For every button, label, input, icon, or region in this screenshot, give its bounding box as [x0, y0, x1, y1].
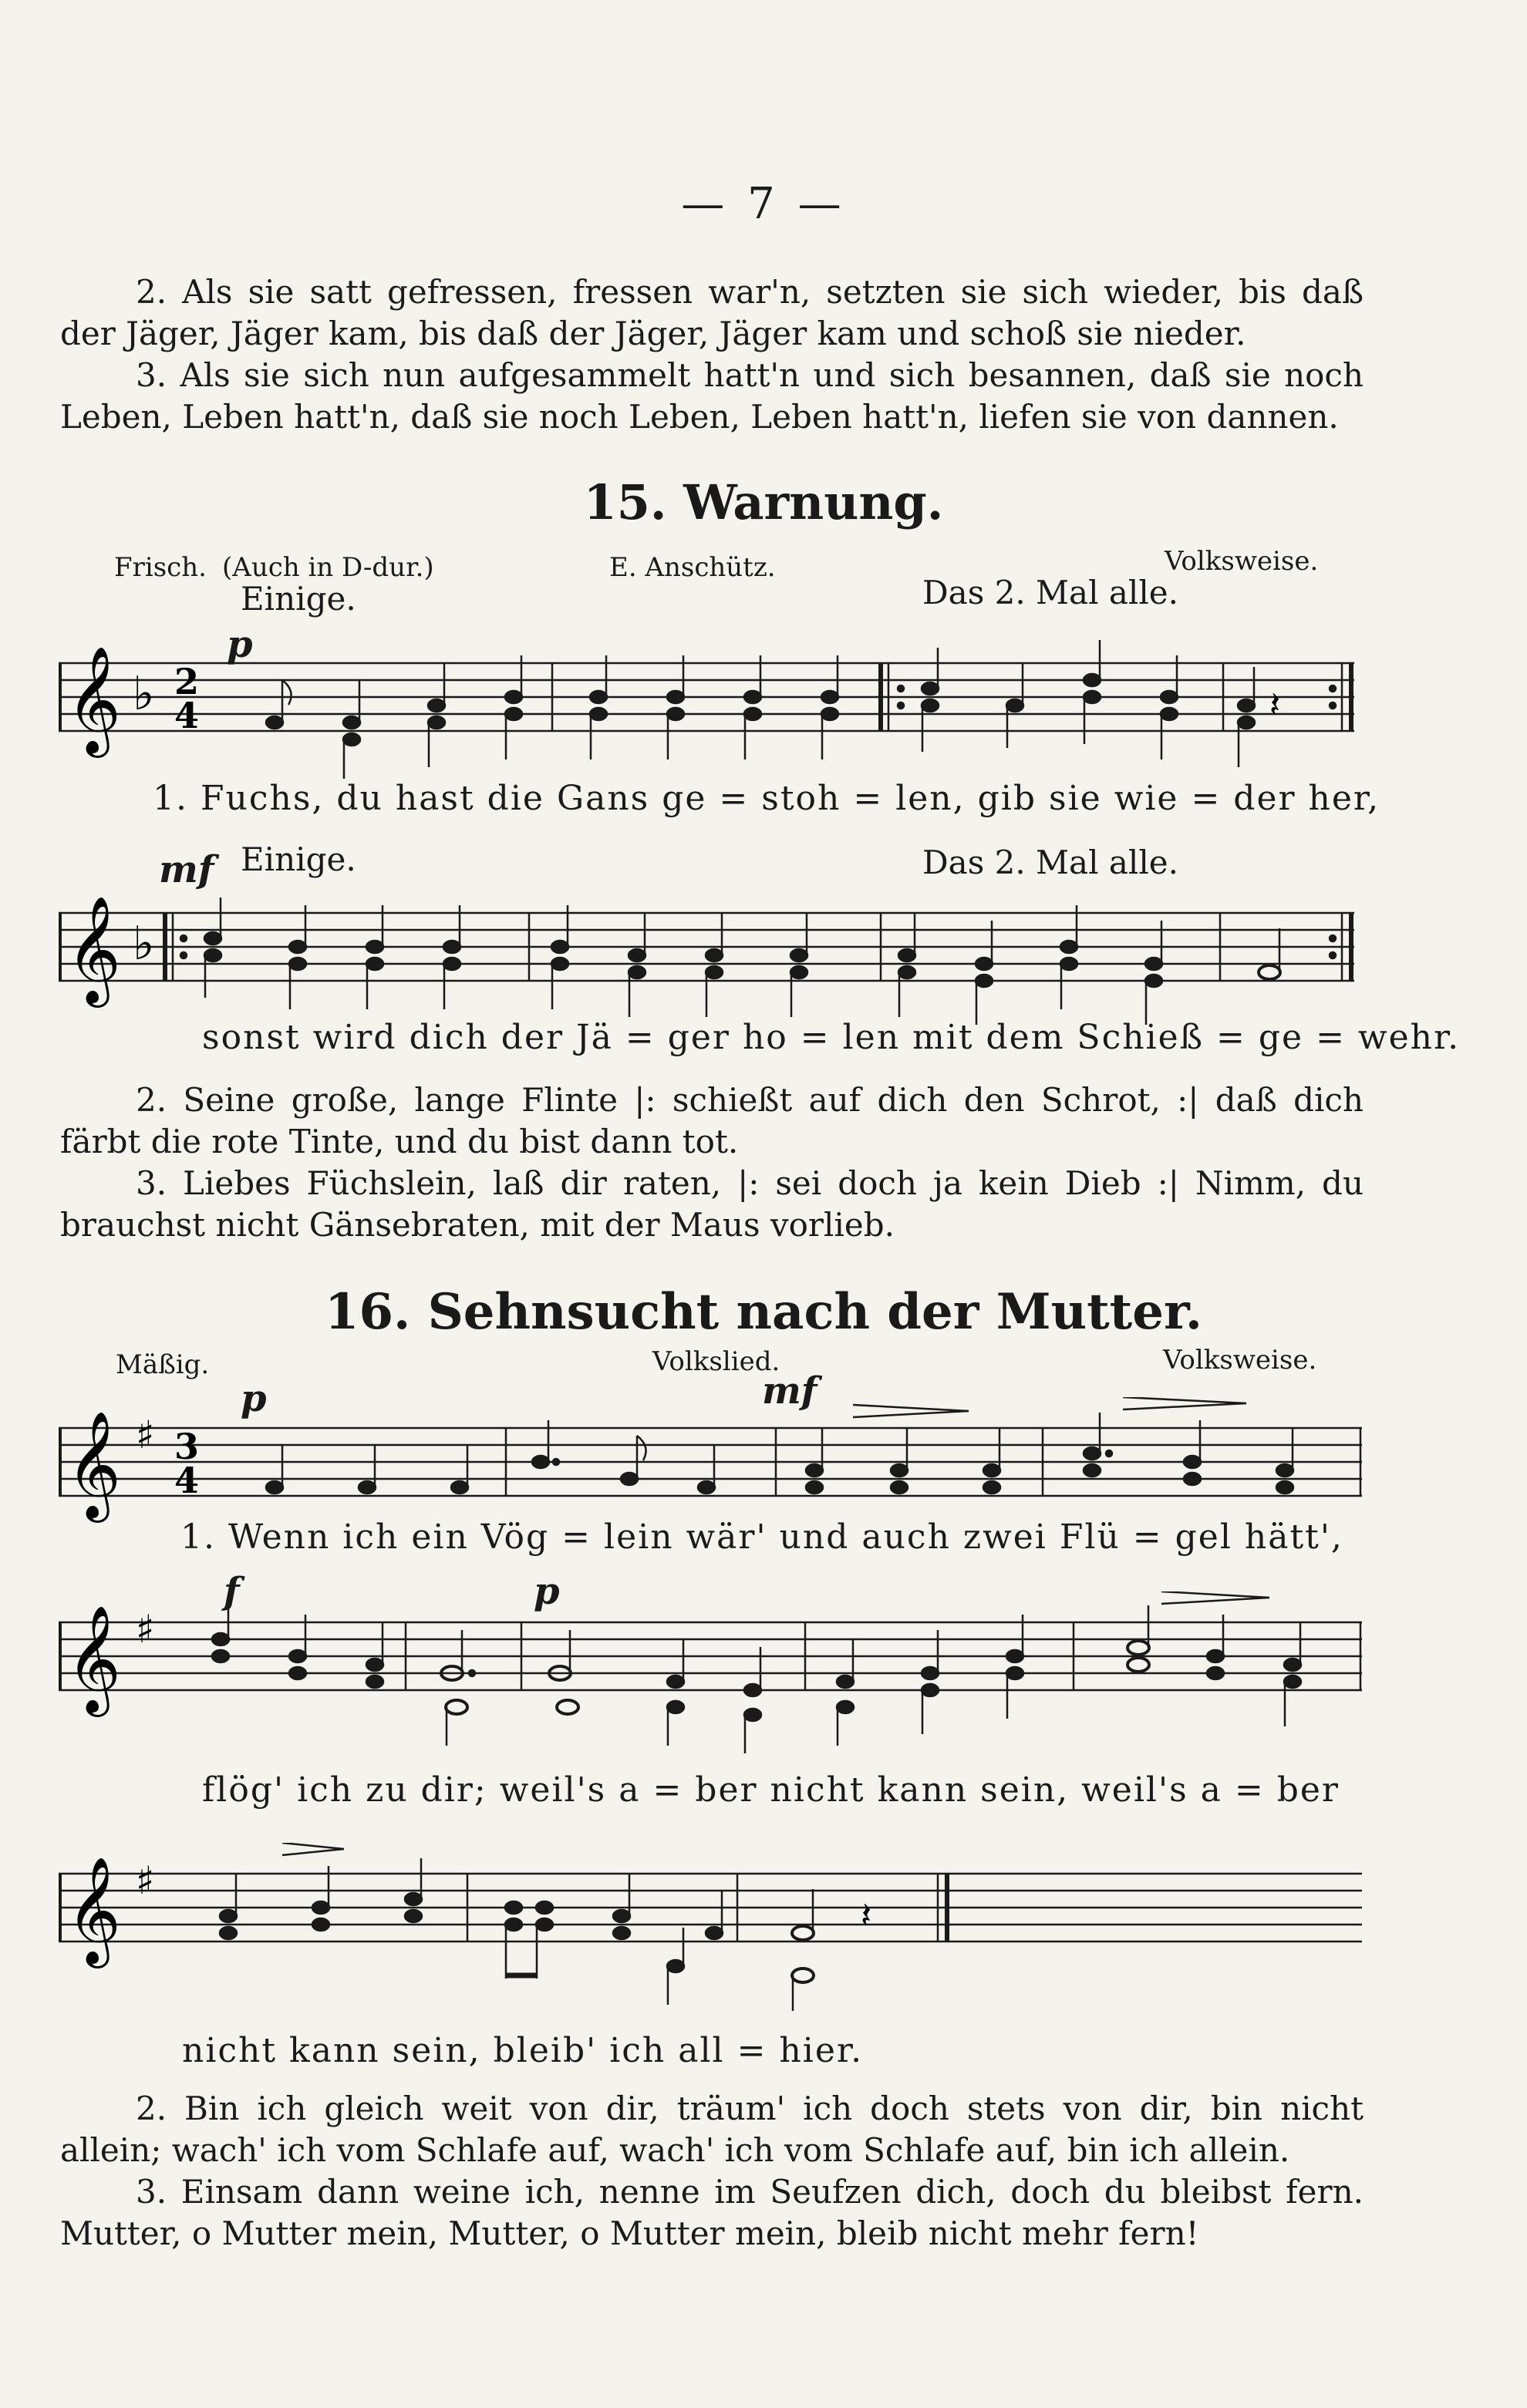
treble-clef-icon: 𝄞: [66, 1857, 121, 1964]
intro-verse-3: 3. Als sie sich nun aufgesammelt hatt'n und sich besannen, daß sie noch Leben, Leben hatt'n, daß sie noch Leben, Leben hatt'n, liefen sie von dannen.: [60, 356, 1364, 436]
song15-dynamic-p: p: [227, 623, 253, 666]
song15-lyrics-1: 1. Fuchs, du hast die Gans ge = stoh = len, gib sie wie = der her,: [153, 779, 1380, 818]
song16-origin: Volksweise.: [1163, 1345, 1317, 1376]
song15-voice-some-1: Einige.: [241, 580, 356, 618]
song15-verse-2: 2. Seine große, lange Flinte |: schießt auf dich den Schrot, :| daß dich färbt die rote Tinte, und du bist dann tot.: [60, 1081, 1364, 1160]
song15-verses: [60, 1079, 1364, 1246]
song16-lyrics-3: nicht kann sein, bleib' ich all = hier.: [182, 2031, 864, 2070]
song16-dynamic-mf: mf: [762, 1369, 817, 1413]
rest-icon: 𝄽: [861, 1894, 872, 1936]
song15-dynamic-mf: mf: [159, 848, 214, 891]
song16-dynamic-f: f: [224, 1570, 240, 1613]
song15-verse-3: 3. Liebes Füchslein, laß dir raten, |: sei doch ja kein Dieb :| Nimm, du brauchst nicht Gänsebraten, mit der Maus vorlieb.: [60, 1164, 1364, 1244]
sharp-icon: ♯: [136, 1858, 155, 1903]
song16-genre: Volkslied.: [652, 1346, 780, 1377]
treble-clef-icon: 𝄞: [66, 896, 121, 1003]
song16-staff-2: [59, 1591, 1370, 1761]
time-sig-bottom: 4: [174, 1460, 200, 1501]
song16-lyrics-1: 1. Wenn ich ein Vög = lein wär' und auch zwei Flü = gel hätt',: [180, 1517, 1343, 1557]
flat-icon: ♭: [133, 667, 155, 721]
treble-clef-icon: 𝄞: [66, 1605, 121, 1713]
treble-clef-icon: 𝄞: [66, 1411, 121, 1518]
time-sig-top: 3: [174, 1426, 200, 1467]
song15-staff-2: [59, 882, 1370, 1036]
song16-verse-3: 3. Einsam dann weine ich, nenne im Seufzen dich, doch du bleibst fern. Mutter, o Mutter mein, Mutter, o Mutter mein, bleib nicht mehr fern!: [60, 2173, 1364, 2252]
sharp-icon: ♯: [136, 1607, 155, 1652]
song15-origin: Volksweise.: [1165, 546, 1319, 577]
flat-icon: ♭: [133, 917, 155, 971]
song16-dynamic-p: p: [241, 1377, 267, 1420]
page-number: — 7 —: [681, 179, 846, 229]
song16-title: 16. Sehnsucht nach der Mutter.: [324, 1283, 1203, 1341]
song15-staff-1: [59, 632, 1370, 786]
song15-composer: E. Anschütz.: [609, 552, 776, 583]
song16-lyrics-2: flög' ich zu dir; weil's a = ber nicht kann sein, weil's a = ber: [202, 1770, 1340, 1810]
song15-tempo: Frisch.: [114, 552, 207, 583]
song15-lyrics-2: sonst wird dich der Jä = ger ho = len mit dem Schieß = ge = wehr.: [202, 1018, 1461, 1057]
song15-voice-some-2: Einige.: [241, 840, 356, 878]
song16-staff-3: [59, 1843, 1370, 2012]
time-sig-bottom: 4: [174, 695, 200, 736]
treble-clef-icon: 𝄞: [66, 646, 121, 753]
song16-verse-2: 2. Bin ich gleich weit von dir, träum' ich doch stets von dir, bin nicht allein; wach' ich vom Schlafe auf, wach' ich vom Schlafe auf, bin ich allein.: [60, 2090, 1364, 2169]
song15-voice-all-1: Das 2. Mal alle.: [922, 574, 1178, 611]
song16-tempo: Mäßig.: [116, 1349, 210, 1380]
time-sig-top: 2: [174, 661, 200, 702]
intro-verse-2: 2. Als sie satt gefressen, fressen war'n, setzten sie sich wieder, bis daß der Jäger, Jäger kam, bis daß der Jäger, Jäger kam und schoß sie nieder.: [60, 273, 1364, 352]
song16-verses: [60, 2088, 1364, 2255]
song16-dynamic-p2: p: [534, 1570, 560, 1613]
intro-verses: [60, 271, 1364, 438]
song15-title: 15. Warnung.: [583, 474, 944, 530]
song15-key-note: (Auch in D-dur.): [222, 552, 434, 583]
song15-voice-all-2: Das 2. Mal alle.: [922, 844, 1178, 881]
rest-icon: 𝄽: [1269, 684, 1281, 726]
sharp-icon: ♯: [136, 1413, 155, 1457]
